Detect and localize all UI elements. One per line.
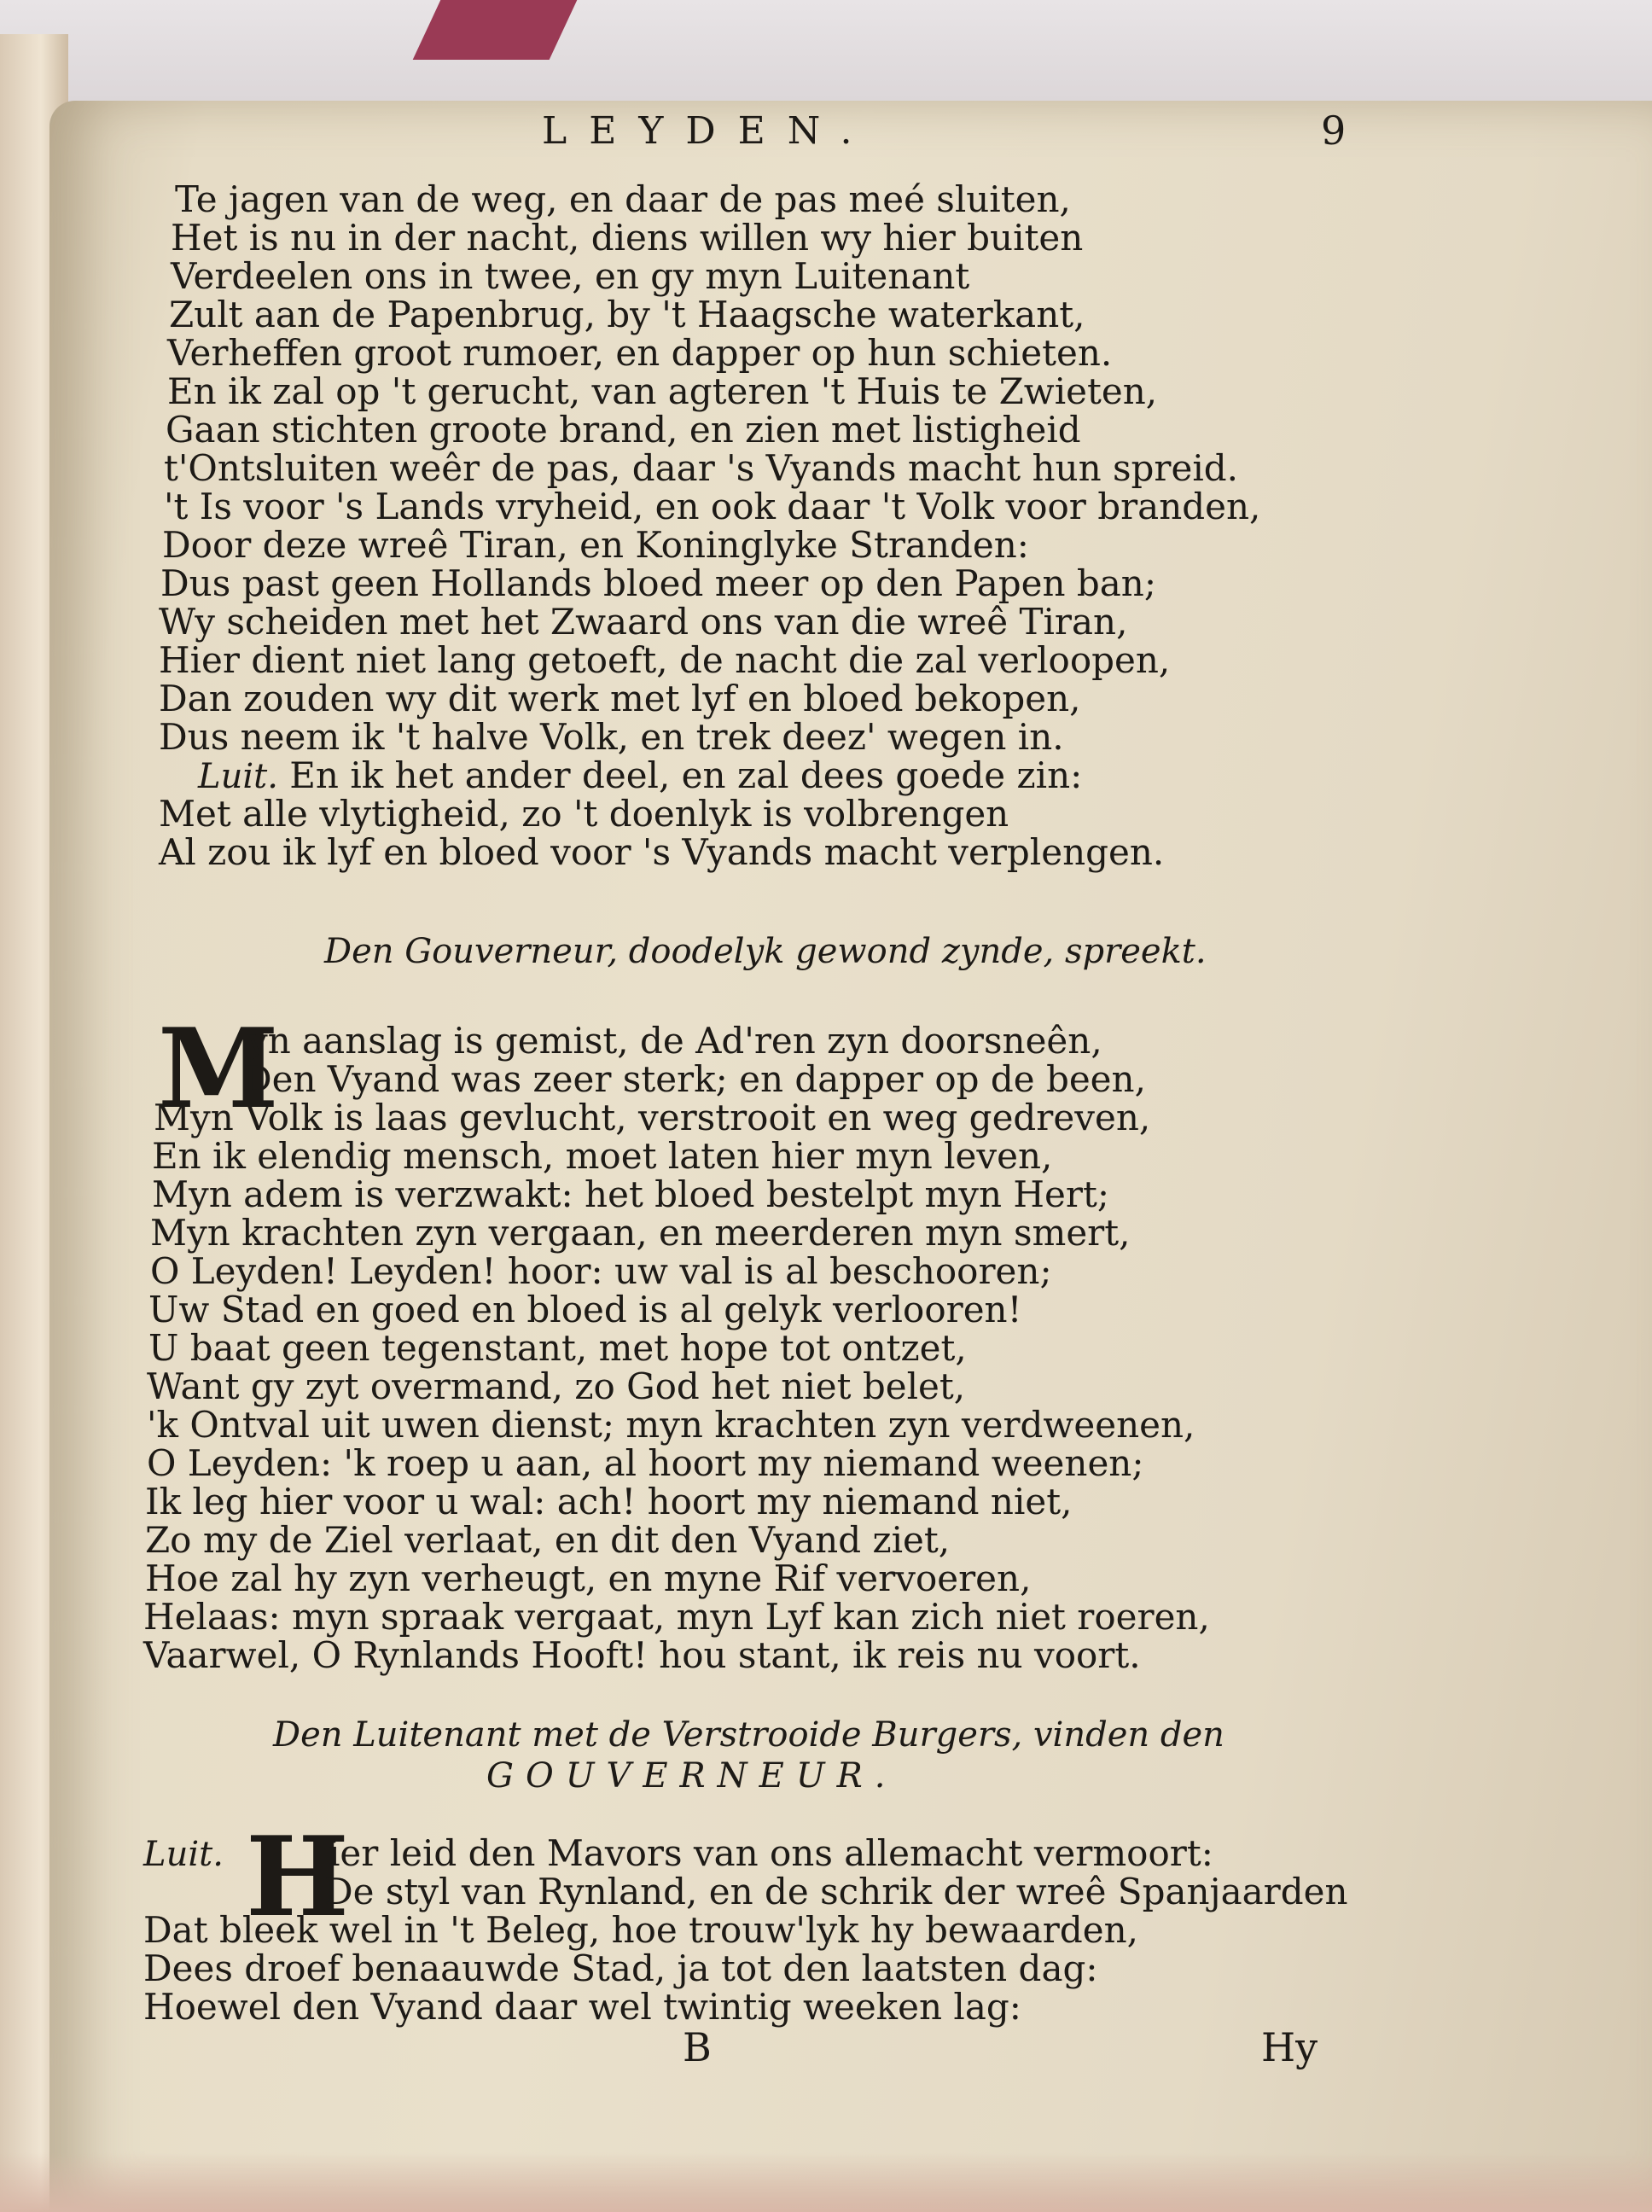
verse-line: Myn Volk is laas gevlucht, verstrooit en weg gedreven, <box>154 1097 1151 1138</box>
verse-line: Zult aan de Papenbrug, by 't Haagsche waterkant, <box>169 294 1085 335</box>
verse-line: Want gy zyt overmand, zo God het niet belet, <box>147 1365 966 1407</box>
verse-line: Wy scheiden met het Zwaard ons van die wreê Tiran, <box>159 601 1128 643</box>
verse-line: Dees droef benaauwde Stad, ja tot den laatsten dag: <box>143 1947 1098 1989</box>
signature-mark: B <box>683 2024 712 2070</box>
verse-line: Den Vyand was zeer sterk; en dapper op de been, <box>243 1058 1146 1100</box>
verse-line: Dus neem ik 't halve Volk, en trek deez' wegen in. <box>159 716 1064 758</box>
verse-line: Verdeelen ons in twee, en gy myn Luitenant <box>171 255 970 297</box>
verse-line: Te jagen van de weg, en daar de pas meé sluiten, <box>175 178 1071 220</box>
verse-line: Myn adem is verzwakt: het bloed bestelpt myn Hert; <box>152 1173 1109 1215</box>
verse-line: 'k Ontval uit uwen dienst; myn krachten zyn verdweenen, <box>147 1404 1195 1446</box>
section-heading: Den Gouverneur, doodelyk gewond zynde, spreekt. <box>324 932 1207 971</box>
verse-line: Het is nu in der nacht, diens willen wy hier buiten <box>171 217 1084 259</box>
verse-line: Vaarwel, O Rynlands Hooft! hou stant, ik reis nu voort. <box>143 1634 1141 1676</box>
verse-line: Met alle vlytigheid, zo 't doenlyk is volbrengen <box>159 793 1009 835</box>
section-heading-caps: GOUVERNEUR. <box>486 1756 898 1796</box>
verse-line: Hoewel den Vyand daar wel twintig weeken lag: <box>143 1986 1021 2028</box>
verse-line: O Leyden! Leyden! hoor: uw val is al beschooren; <box>150 1250 1052 1292</box>
verse-line: Dus past geen Hollands bloed meer op den Papen ban; <box>160 562 1156 604</box>
verse-line: Ik leg hier voor u wal: ach! hoort my niemand niet, <box>145 1481 1073 1522</box>
speaker-label: Luit. <box>198 757 278 796</box>
verse-line: U baat geen tegenstant, met hope tot ontzet, <box>148 1327 967 1369</box>
bottom-shadow <box>0 2152 1652 2212</box>
verse-line: 't Is voor 's Lands vryheid, en ook daar 't Volk voor branden, <box>164 486 1261 527</box>
verse-line: Hoe zal hy zyn verheugt, en myne Rif vervoeren, <box>145 1557 1032 1599</box>
running-head: LEYDEN. <box>542 109 875 153</box>
drop-cap: M <box>158 1005 279 1133</box>
section-heading: Den Luitenant met de Verstrooide Burgers, vinden den <box>273 1715 1224 1755</box>
verse-line: Uw Stad en goed en bloed is al gelyk verlooren! <box>148 1289 1022 1330</box>
verse-line: t'Ontsluiten weêr de pas, daar 's Vyands macht hun spreid. <box>164 447 1239 489</box>
drop-cap: H <box>246 1813 349 1941</box>
verse-line: O Leyden: 'k roep u aan, al hoort my niemand weenen; <box>147 1442 1144 1484</box>
verse-line: Gaan stichten groote brand, en zien met listigheid <box>166 409 1081 451</box>
verse-line: ier leid den Mavors van ons allemacht vermoort: <box>329 1832 1213 1874</box>
verse-line: Helaas: myn spraak vergaat, myn Lyf kan zich niet roeren, <box>143 1596 1210 1638</box>
verse-line: Myn krachten zyn vergaan, en meerderen myn smert, <box>150 1212 1131 1254</box>
verse-line: En ik zal op 't gerucht, van agteren 't Huis te Zwieten, <box>167 370 1158 412</box>
verse-line: yn aanslag is gemist, de Ad'ren zyn doorsneên, <box>247 1020 1102 1062</box>
verse-line: Dat bleek wel in 't Beleg, hoe trouw'lyk hy bewaarden, <box>143 1909 1138 1951</box>
verse-line: Zo my de Ziel verlaat, en dit den Vyand ziet, <box>145 1519 951 1561</box>
speaker-label: Luit. <box>143 1835 224 1874</box>
verse-line: Verheffen groot rumoer, en dapper op hun schieten. <box>167 332 1113 374</box>
verse-line-luit <box>198 754 1083 796</box>
verse-line: Al zou ik lyf en bloed voor 's Vyands macht verplengen. <box>159 831 1165 873</box>
verse-line: En ik elendig mensch, moet laten hier myn leven, <box>152 1135 1053 1177</box>
verse-line: Hier dient niet lang getoeft, de nacht die zal verloopen, <box>159 639 1171 681</box>
verse-line: Door deze wreê Tiran, en Koninglyke Stranden: <box>162 524 1029 566</box>
verse-line: Dan zouden wy dit werk met lyf en bloed bekopen, <box>159 678 1081 719</box>
verse-text: En ik het ander deel, en zal dees goede zin: <box>289 754 1083 796</box>
page-number: 9 <box>1321 108 1347 154</box>
catchword: Hy <box>1261 2024 1318 2070</box>
verse-line: De styl van Rynland, en de schrik der wreê Spanjaarden <box>324 1871 1348 1912</box>
background-fabric <box>413 0 578 60</box>
